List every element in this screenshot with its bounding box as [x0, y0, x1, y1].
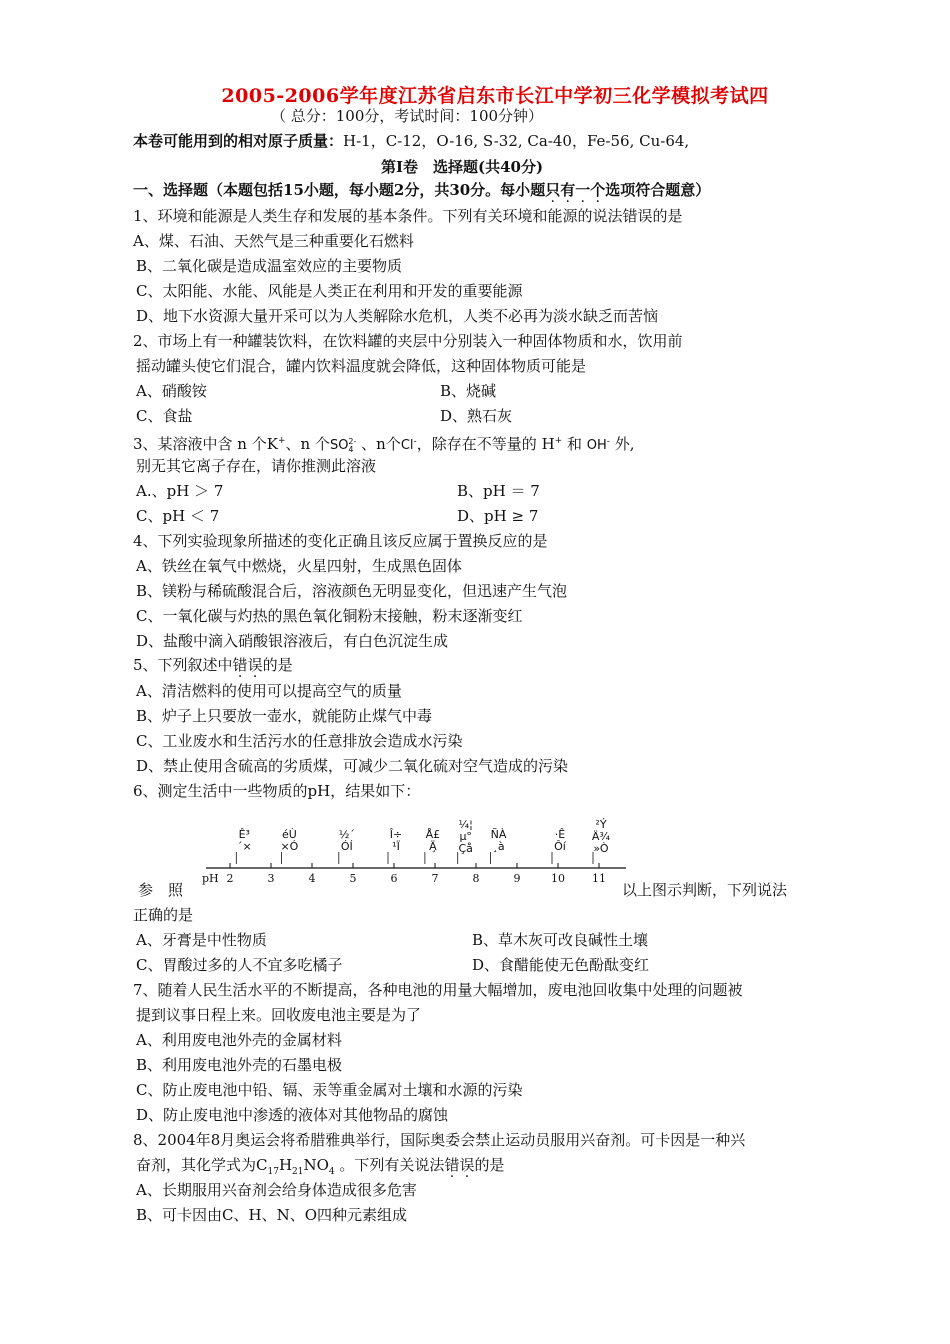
- q7-option-c: C、防止废电池中铅、镉、汞等重金属对土壤和水源的污染: [136, 1081, 523, 1099]
- q4-option-a: A、铁丝在氧气中燃烧，火星四射，生成黑色固体: [136, 557, 462, 575]
- q3-text-2: 、n 个: [285, 435, 330, 453]
- q6-tail: 以上图示判断，下列说法: [622, 881, 788, 899]
- q3-option-a: A.、pH ＞ 7: [136, 482, 224, 500]
- ph-tick-label: 6: [390, 872, 398, 885]
- part1-instructions: [133, 180, 710, 200]
- q8-emphasis: 错误: [444, 1156, 475, 1174]
- ph-item-label: ´×: [236, 840, 252, 853]
- ph-item-label: Ä¾: [591, 830, 611, 843]
- q6-stem: 6、测定生活中一些物质的pH，结果如下：: [133, 782, 421, 800]
- q6-stem-2: 正确的是: [133, 906, 194, 924]
- q4-option-c: C、一氧化碳与灼热的黑色氧化铜粉末接触，粉末逐渐变红: [136, 607, 523, 625]
- ph-item-label: ²Ý: [595, 818, 607, 831]
- q2-option-d: D、熟石灰: [440, 407, 513, 425]
- part1-emphasis: 只有一个: [545, 181, 606, 199]
- q2-stem-1: 2、市场上有一种罐装饮料，在饮料罐的夹层中分别装入一种固体物质和水，饮用前: [133, 332, 683, 350]
- q7-stem-2: 提到议事日程上来。回收废电池主要是为了: [136, 1006, 422, 1024]
- ph-item-label: »Ò: [593, 842, 609, 855]
- ph-axis-label: pH: [202, 872, 219, 885]
- ph-tick-label: 5: [349, 872, 357, 885]
- ph-tick-label: 3: [267, 872, 275, 885]
- q3-text-1: 3、某溶液中含 n 个K: [133, 435, 278, 453]
- q7-option-a: A、利用废电池外壳的金属材料: [136, 1031, 342, 1049]
- atomic-mass-line: [133, 131, 689, 151]
- ph-item-label: ÓÍ: [340, 840, 353, 853]
- q5-option-a: A、清洁燃料的使用可以提高空气的质量: [136, 682, 402, 700]
- ph-item-label: Î÷: [389, 828, 403, 841]
- q4-option-d: D、盐酸中滴入硝酸银溶液后，有白色沉淀生成: [136, 632, 449, 650]
- hydroxide-symbol: OH: [586, 438, 607, 453]
- atomic-mass-label: 本卷可能用到的相对原子质量：: [133, 132, 344, 150]
- q7-stem-1: 7、随着人民生活水平的不断提高，各种电池的用量大幅增加，废电池回收集中处理的问题被: [133, 981, 743, 999]
- q6-option-b: B、草木灰可改良碱性土壤: [472, 931, 649, 949]
- q3-text-4: ，除存在不等量的 H: [416, 435, 555, 453]
- part1-suffix: 选项符合题意）: [605, 181, 711, 199]
- q2-stem-2: 摇动罐头使它们混合，罐内饮料温度就会降低，这种固体物质可能是: [136, 357, 587, 375]
- ph-item-label: ½´: [338, 828, 355, 841]
- ph-item-label: ¸à: [492, 840, 505, 853]
- page-title: 2005-2006学年度江苏省启东市长江中学初三化学模拟考试四: [221, 85, 769, 107]
- ph-item-label: ·Ê: [554, 828, 566, 841]
- q8-formula-pre: 奋剂，其化学式为C: [136, 1156, 268, 1174]
- q1-stem: 1、环境和能源是人类生存和发展的基本条件。下列有关环境和能源的说法错误的是: [133, 207, 683, 225]
- q7-option-b: B、利用废电池外壳的石墨电极: [136, 1056, 343, 1074]
- q8-sub-o: 4: [328, 1167, 335, 1177]
- q2-option-c: C、食盐: [136, 407, 193, 425]
- q5-stem-post: 的是: [262, 656, 293, 674]
- ph-item-label: Ôí: [554, 840, 566, 853]
- ph-item-label: Çå: [458, 842, 473, 855]
- q8-option-a: A、长期服用兴奋剂会给身体造成很多危害: [136, 1181, 417, 1199]
- q7-option-d: D、防止废电池中渗透的液体对其他物品的腐蚀: [136, 1106, 449, 1124]
- ph-tick-label: 9: [513, 872, 521, 885]
- q5-option-d: D、禁止使用含硫高的劣质煤，可减少二氧化硫对空气造成的污染: [136, 757, 569, 775]
- ph-item-label: µ°: [459, 830, 472, 843]
- q8-option-b: B、可卡因由C、H、N、O四种元素组成: [136, 1206, 408, 1224]
- ph-tick-label: 10: [551, 872, 565, 885]
- q6-option-a: A、牙膏是中性物质: [136, 931, 267, 949]
- q3-option-b: B、pH ＝ 7: [457, 482, 540, 500]
- q4-stem: 4、下列实验现象所描述的变化正确且该反应属于置换反应的是: [133, 532, 548, 550]
- q2-option-a: A、硝酸铵: [136, 382, 207, 400]
- ph-item-label: Å£: [425, 828, 441, 841]
- q3-text-5: 和: [562, 435, 587, 453]
- sulfate-ion: SO 2- 4: [329, 436, 357, 454]
- q8-sub-h: 21: [292, 1167, 304, 1177]
- q8-stem-post: 的是: [474, 1156, 505, 1174]
- sulfate-symbol: SO: [329, 438, 349, 453]
- chloride-symbol: Cl: [400, 438, 414, 453]
- q3-option-c: C、pH ＜ 7: [136, 507, 220, 525]
- q8-sub-c: 17: [267, 1167, 279, 1177]
- q3-text-3: 、n个: [356, 435, 401, 453]
- q3-stem-2: 别无其它离子存在，请你推测此溶液: [136, 457, 377, 475]
- ph-item-label: ¹Ï: [392, 840, 400, 853]
- q1-option-d: D、地下水资源大量开采可以为人类解除水危机，人类不必再为淡水缺乏而苦恼: [136, 307, 659, 325]
- ph-item-label: éÙ: [281, 828, 297, 841]
- part1-prefix: 一、选择题（本题包括15小题，每小题2分，共30分。每小题: [133, 181, 546, 199]
- ph-item-label: ÑÀ: [490, 828, 507, 841]
- chloride-ion: Cl-: [400, 436, 417, 453]
- exam-info: （ 总分：100分，考试时间：100分钟）: [271, 107, 544, 125]
- q8-stem-mid: 。下列有关说法: [334, 1156, 445, 1174]
- q6-option-d: D、食醋能使无色酚酞变红: [472, 956, 650, 974]
- ph-item-label: ×Ó: [280, 840, 299, 853]
- q1-option-a: A、煤、石油、天然气是三种重要化石燃料: [133, 232, 414, 250]
- q1-option-b: B、二氧化碳是造成温室效应的主要物质: [136, 257, 403, 275]
- q3-option-d: D、pH ≥ 7: [457, 507, 539, 525]
- ph-scale-diagram: [200, 818, 630, 888]
- q5-option-c: C、工业废水和生活污水的任意排放会造成水污染: [136, 732, 463, 750]
- q5-stem-pre: 5、下列叙述中: [133, 656, 233, 674]
- q8-stem-2: [136, 1155, 504, 1182]
- ph-tick-label: 4: [308, 872, 316, 885]
- ph-tick-label: 11: [592, 872, 606, 885]
- q8-h: H: [278, 1156, 293, 1174]
- q5-emphasis: 错误: [232, 656, 263, 674]
- q3-text-6: 外,: [610, 435, 635, 453]
- ph-tick-label: 7: [431, 872, 439, 885]
- q5-stem: [133, 655, 293, 675]
- ph-tick-label: 2: [226, 872, 234, 885]
- q2-option-b: B、烧碱: [440, 382, 497, 400]
- hydroxide-ion: OH-: [586, 436, 611, 453]
- q8-no: NO: [303, 1156, 329, 1174]
- ph-item-label: Ê³: [238, 828, 250, 841]
- q3-stem-1: 3、某溶液中含 n 个K+、n 个SO 2- 4 、n个Cl-，除存在不等量的 H+ 和 OH- 外,: [133, 435, 635, 454]
- q1-option-c: C、太阳能、水能、风能是人类正在利用和开发的重要能源: [136, 282, 523, 300]
- atomic-mass-values: H-1，C-12，O-16, S-32, Ca-40，Fe-56, Cu-64,: [343, 132, 690, 150]
- q5-option-b: B、炉子上只要放一壶水，就能防止煤气中毒: [136, 707, 433, 725]
- q4-option-b: B、镁粉与稀硫酸混合后，溶液颜色无明显变化，但迅速产生气泡: [136, 582, 568, 600]
- section-header: 第Ⅰ卷 选择题(共40分): [381, 158, 544, 176]
- ph-item-label: ¼¦: [458, 818, 473, 831]
- q8-stem-1: 8、2004年8月奥运会将希腊雅典举行，国际奥委会禁止运动员服用兴奋剂。可卡因是一种兴: [133, 1131, 746, 1149]
- q6-option-c: C、胃酸过多的人不宜多吃橘子: [136, 956, 343, 974]
- ph-item-label: Ä̧: [429, 840, 437, 853]
- ph-tick-label: 8: [472, 872, 480, 885]
- q6-reference: 参 照: [138, 881, 184, 899]
